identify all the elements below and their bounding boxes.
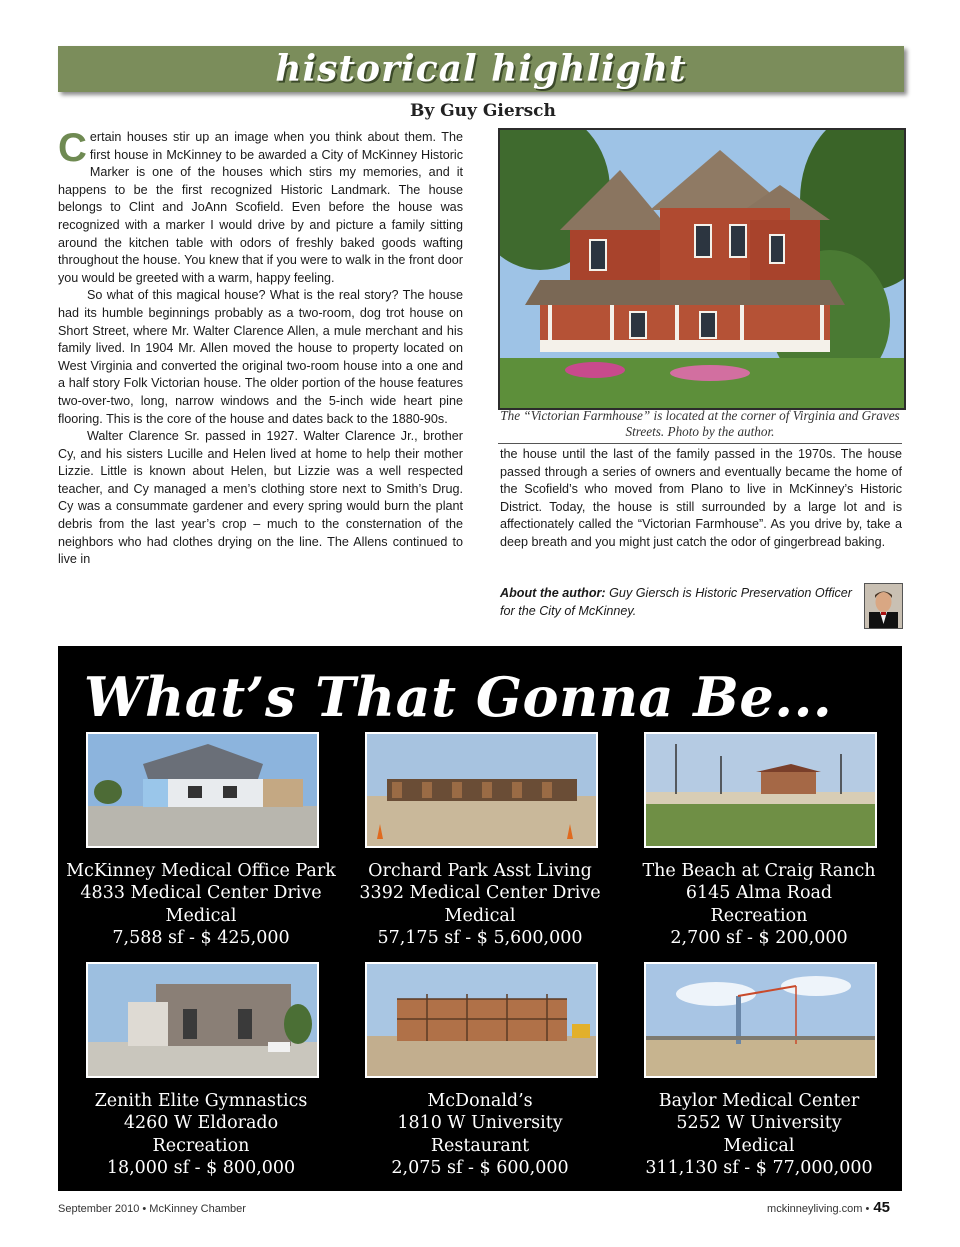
lot-size-price: 18,000 sf - $ 800,000 xyxy=(106,1158,296,1179)
lot-photo xyxy=(644,732,877,848)
lot-address: 6145 Alma Road xyxy=(685,883,833,904)
article-column-right xyxy=(500,446,902,552)
lot-details xyxy=(624,1090,894,1180)
lot-photo xyxy=(365,962,598,1078)
lot-use: Medical xyxy=(165,905,237,926)
section-title: historical highlight xyxy=(275,48,687,90)
lot-address: 5252 W University xyxy=(676,1113,842,1134)
lot-address: 4833 Medical Center Drive xyxy=(80,883,322,904)
byline: By Guy Giersch xyxy=(410,101,556,121)
lot-name: McDonald’s xyxy=(427,1091,533,1111)
author-headshot-image xyxy=(865,584,902,628)
gymnastics-building-image xyxy=(88,964,317,1076)
lot-use: Recreation xyxy=(710,905,808,926)
lot-name: The Beach at Craig Ranch xyxy=(642,861,876,881)
lot-address: 1810 W University xyxy=(397,1113,563,1134)
beach-recreation-image xyxy=(646,734,875,846)
author-label: About the author: xyxy=(500,586,606,600)
farmhouse-photo xyxy=(498,128,906,410)
lot-address: 4260 W Eldorado xyxy=(123,1113,279,1134)
lot-size-price: 311,130 sf - $ 77,000,000 xyxy=(645,1158,873,1179)
medical-center-site-image xyxy=(646,964,875,1076)
lot-name: Baylor Medical Center xyxy=(658,1091,860,1111)
lot-use: Medical xyxy=(723,1135,795,1156)
author-bio xyxy=(500,585,860,620)
ad-title: What’s That Gonna Be... xyxy=(83,665,833,729)
article-column-left xyxy=(58,126,463,569)
lot-details xyxy=(345,1090,615,1180)
lot-use: Recreation xyxy=(152,1135,250,1156)
lot-use: Medical xyxy=(444,905,516,926)
page-number: 45 xyxy=(873,1199,890,1216)
footer-issue: September 2010 • McKinney Chamber xyxy=(58,1203,246,1215)
article-paragraph: So what of this magical house? What is the real story? The house had its humble beginnings probably as a two-room, dog trot house on Short Street, where Mr. Walter Clarence Allen, a mule merchant and his family lived. In 1904 Mr. Allen moved the house to property located on West Virginia and converted the original two-room house into a one and a half story Folk Victorian house. The older portion of the house features two-over-two, long, narrow windows and the 5-inch wide heart pine flooring. This is the core of the house and dates back to the 1880-90s. xyxy=(58,288,463,426)
caption-divider xyxy=(498,443,902,444)
article-paragraph: the house until the last of the family passed in the 1970s. The house passed through a series of owners and eventually became the home of the Scofield’s who moved from Plano to live in McKinney’s Historic District. Today, the house is still surrounded by a large lot and is affectionately called the “Victorian Farmhouse”. As you drive by, take a deep breath and you might just catch the odor of gingerbread baking. xyxy=(500,447,902,549)
lot-photo xyxy=(86,732,319,848)
lot-details xyxy=(345,860,615,950)
lot-size-price: 57,175 sf - $ 5,600,000 xyxy=(377,928,583,949)
drop-cap: C xyxy=(58,126,87,170)
lot-name: Zenith Elite Gymnastics xyxy=(94,1091,308,1111)
author-headshot xyxy=(864,583,903,629)
paragraph-text: ertain houses stir up an image when you think about them. The first house in McKinney to be awarded a City of McKinney Historic Marker is one of the houses which stirs my memories, and it happens to be the first recognized Historic Landmark. The house belongs to Clint and JoAnn Scofield. Even before the house was recognized with a marker I would drive by and picture a family sitting around the kitchen table with odors of freshly baked goods wafting throughout the house. You knew that if you were to walk in the front door you would be greeted with a warm, happy feeling. xyxy=(58,130,463,285)
assisted-living-image xyxy=(367,734,596,846)
footer-url: mckinneyliving.com • xyxy=(767,1203,870,1215)
farmhouse-illustration xyxy=(500,130,904,408)
lot-details xyxy=(624,860,894,950)
section-banner xyxy=(58,46,904,92)
article-paragraph xyxy=(58,126,463,287)
lot-name: Orchard Park Asst Living xyxy=(368,861,592,881)
restaurant-construction-image xyxy=(367,964,596,1076)
lot-details xyxy=(66,1090,336,1180)
lot-use: Restaurant xyxy=(430,1135,530,1156)
author-text: Guy Giersch is Historic Preservation Officer for the City of McKinney. xyxy=(500,586,852,618)
lot-photo xyxy=(365,732,598,848)
footer-site xyxy=(767,1199,890,1216)
lot-size-price: 2,075 sf - $ 600,000 xyxy=(391,1158,569,1179)
lot-size-price: 2,700 sf - $ 200,000 xyxy=(670,928,848,949)
photo-caption: The “Victorian Farmhouse” is located at the corner of Virginia and Graves Streets. Photo by the author. xyxy=(500,408,900,439)
lot-address: 3392 Medical Center Drive xyxy=(359,883,601,904)
medical-office-image xyxy=(88,734,317,846)
article-paragraph: Walter Clarence Sr. passed in 1927. Walter Clarence Jr., brother Cy, and his sisters Lucille and Helen lived at home to help their mother Lizzie. Little is known about Helen, but Lizzie was a well respected teacher, and Cy managed a men’s clothing store next to Smith’s Drug. Cy was a consummate gardener and every spring would burn the plant debris from the last year’s crop – much to the consternation of the neighbors who had clothes drying on the line. The Allens continued to live in xyxy=(58,429,463,567)
lot-name: McKinney Medical Office Park xyxy=(66,861,336,881)
lot-details xyxy=(66,860,336,950)
advertisement xyxy=(58,646,902,1191)
lot-photo xyxy=(86,962,319,1078)
lot-photo xyxy=(644,962,877,1078)
lot-size-price: 7,588 sf - $ 425,000 xyxy=(112,928,290,949)
